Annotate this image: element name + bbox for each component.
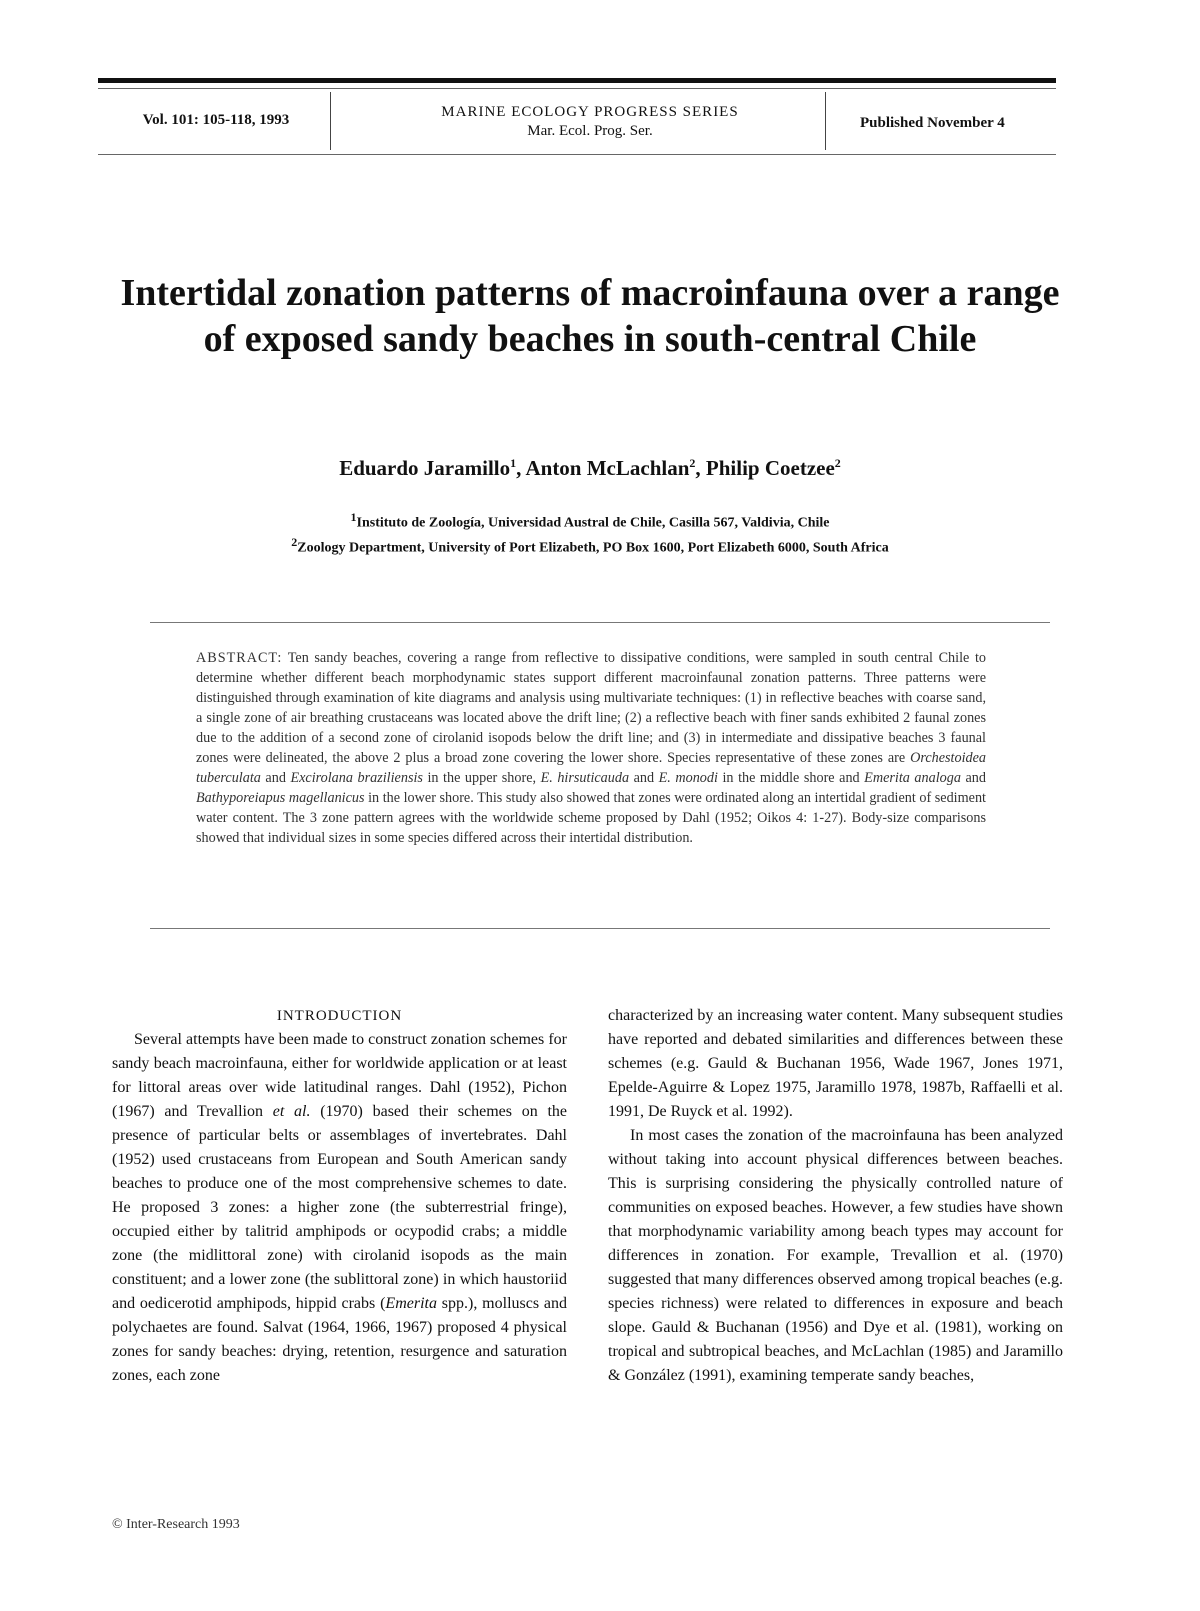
- abstract-top-rule: [150, 622, 1050, 623]
- author-aff-marker: 1: [510, 456, 517, 470]
- section-heading: INTRODUCTION: [276, 1008, 403, 1024]
- published-date: Published November 4: [860, 115, 1005, 131]
- paper-title: Intertidal zonation patterns of macroinfauna over a range of exposed sandy beaches in south-central Chile: [120, 272, 1060, 360]
- abstract-label: ABSTRACT:: [196, 650, 283, 666]
- journal-abbrev: Mar. Ecol. Prog. Ser.: [527, 123, 653, 139]
- journal-title: MARINE ECOLOGY PROGRESS SERIES: [441, 104, 739, 120]
- author-aff-marker: 2: [689, 456, 696, 470]
- author-name: Eduardo Jaramillo: [339, 456, 511, 480]
- species-name: Emerita analoga: [864, 770, 961, 786]
- author-list: Eduardo Jaramillo$^1$, Anton McLachlan$^2$, Philip Coetzee$^2$: [339, 456, 841, 480]
- body-paragraph: characterized by an increasing water content. Many subsequent studies have reported and debated similarities and differences between these schemes (e.g. Gauld & Buchanan 1956, Wade 1967, Jones 1971, Epelde-Aguirre & Lopez 1975, Jaramillo 1978, 1987b, Raffaelli et al. 1991, De Ruyck et al. 1992).: [608, 1007, 1063, 1120]
- affiliation: $^2$Zoology Department, University of Port Elizabeth, PO Box 1600, Port Elizabeth 6000, South Africa: [291, 534, 889, 556]
- journal-name: [410, 103, 770, 141]
- abstract-bottom-rule: [150, 928, 1050, 929]
- header-divider-right: [825, 92, 826, 150]
- author-name: Anton McLachlan: [525, 456, 690, 480]
- volume-info: Vol. 101: 105-118, 1993: [142, 112, 290, 128]
- body-paragraph: In most cases the zonation of the macroinfauna has been analyzed without taking into account physical differences between beaches. This is surprising considering the physically controlled nature of communities on exposed beaches. However, a few studies have shown that morphodynamic variability among beach types may account for differences in zonation. For example, Trevallion et al. (1970) suggested that many differences observed among tropical beaches (e.g. species richness) were related to differences in exposure and beach slope. Gauld & Buchanan (1956) and Dye et al. (1981), working on tropical and subtropical beaches, and McLachlan (1985) and Jaramillo & González (1991), examining temperate sandy beaches,: [608, 1127, 1063, 1384]
- column-left: [112, 1004, 567, 1388]
- author-aff-marker: 2: [834, 456, 841, 470]
- header-bottom-rule: [98, 154, 1056, 155]
- top-rule-thick: [98, 78, 1056, 83]
- top-rule-thin: [98, 88, 1056, 89]
- column-right: [608, 1004, 1063, 1388]
- species-name: Excirolana braziliensis: [290, 770, 423, 786]
- affiliation: $^1$Instituto de Zoología, Universidad Austral de Chile, Casilla 567, Valdivia, Chile: [350, 510, 830, 531]
- header-divider-left: [330, 92, 331, 150]
- affiliations: [120, 508, 1060, 557]
- species-name: Orchestoidea tuberculata: [196, 750, 986, 786]
- copyright-footer: © Inter-Research 1993: [112, 1517, 240, 1532]
- species-name: E. monodi: [658, 770, 718, 786]
- author-name: Philip Coetzee: [705, 456, 835, 480]
- species-name: Bathyporeiapus magellanicus: [196, 790, 365, 806]
- species-name: E. hirsuticauda: [540, 770, 630, 786]
- body-paragraph: Several attempts have been made to construct zonation schemes for sandy beach macroinfauna, either for worldwide application or at least for littoral areas over wide latitudinal ranges. Dahl (1952), Pichon (1967) and Trevallion et al. (1970) based their schemes on the presence of particular belts or assemblages of invertebrates. Dahl (1952) used crustaceans from European and South American sandy beaches to produce one of the most comprehensive schemes to date. He proposed 3 zones: a higher zone (the subterrestrial fringe), occupied either by talitrid amphipods or ocypodid crabs; a middle zone (the midlittoral zone) with cirolanid isopods as the main constituent; and a lower zone (the sublittoral zone) in which haustoriid and oedicerotid amphipods, hippid crabs (Emerita spp.), molluscs and polychaetes are found. Salvat (1964, 1966, 1967) proposed 4 physical zones for sandy beaches: drying, retention, resurgence and saturation zones, each zone: [112, 1031, 568, 1384]
- abstract: ABSTRACT: Ten sandy beaches, covering a range from reflective to dissipative conditions, were sampled in south central Chile to determine whether different beach morphodynamic states support different macroinfaunal zonation patterns. Three patterns were distinguished through examination of kite diagrams and analysis using multivariate techniques: (1) in reflective beaches with coarse sand, a single zone of air breathing crustaceans was located above the drift line; (2) a reflective beach with finer sands exhibited 2 faunal zones due to the addition of a second zone of cirolanid isopods below the drift line; and (3) in intermediate and dissipative beaches 3 faunal zones were delineated, the above 2 plus a broad zone covering the lower shore. Species representative of these zones are Orchestoidea tuberculata and Excirolana braziliensis in the upper shore, E. hirsuticauda and E. monodi in the middle shore and Emerita analoga and Bathyporeiapus magellanicus in the lower shore. This study also showed that zones were ordinated along an intertidal gradient of sediment water content. The 3 zone pattern agrees with the worldwide scheme proposed by Dahl (1952; Oikos 4: 1-27). Body-size comparisons showed that individual sizes in some species differed across their intertidal distribution.: [196, 650, 986, 846]
